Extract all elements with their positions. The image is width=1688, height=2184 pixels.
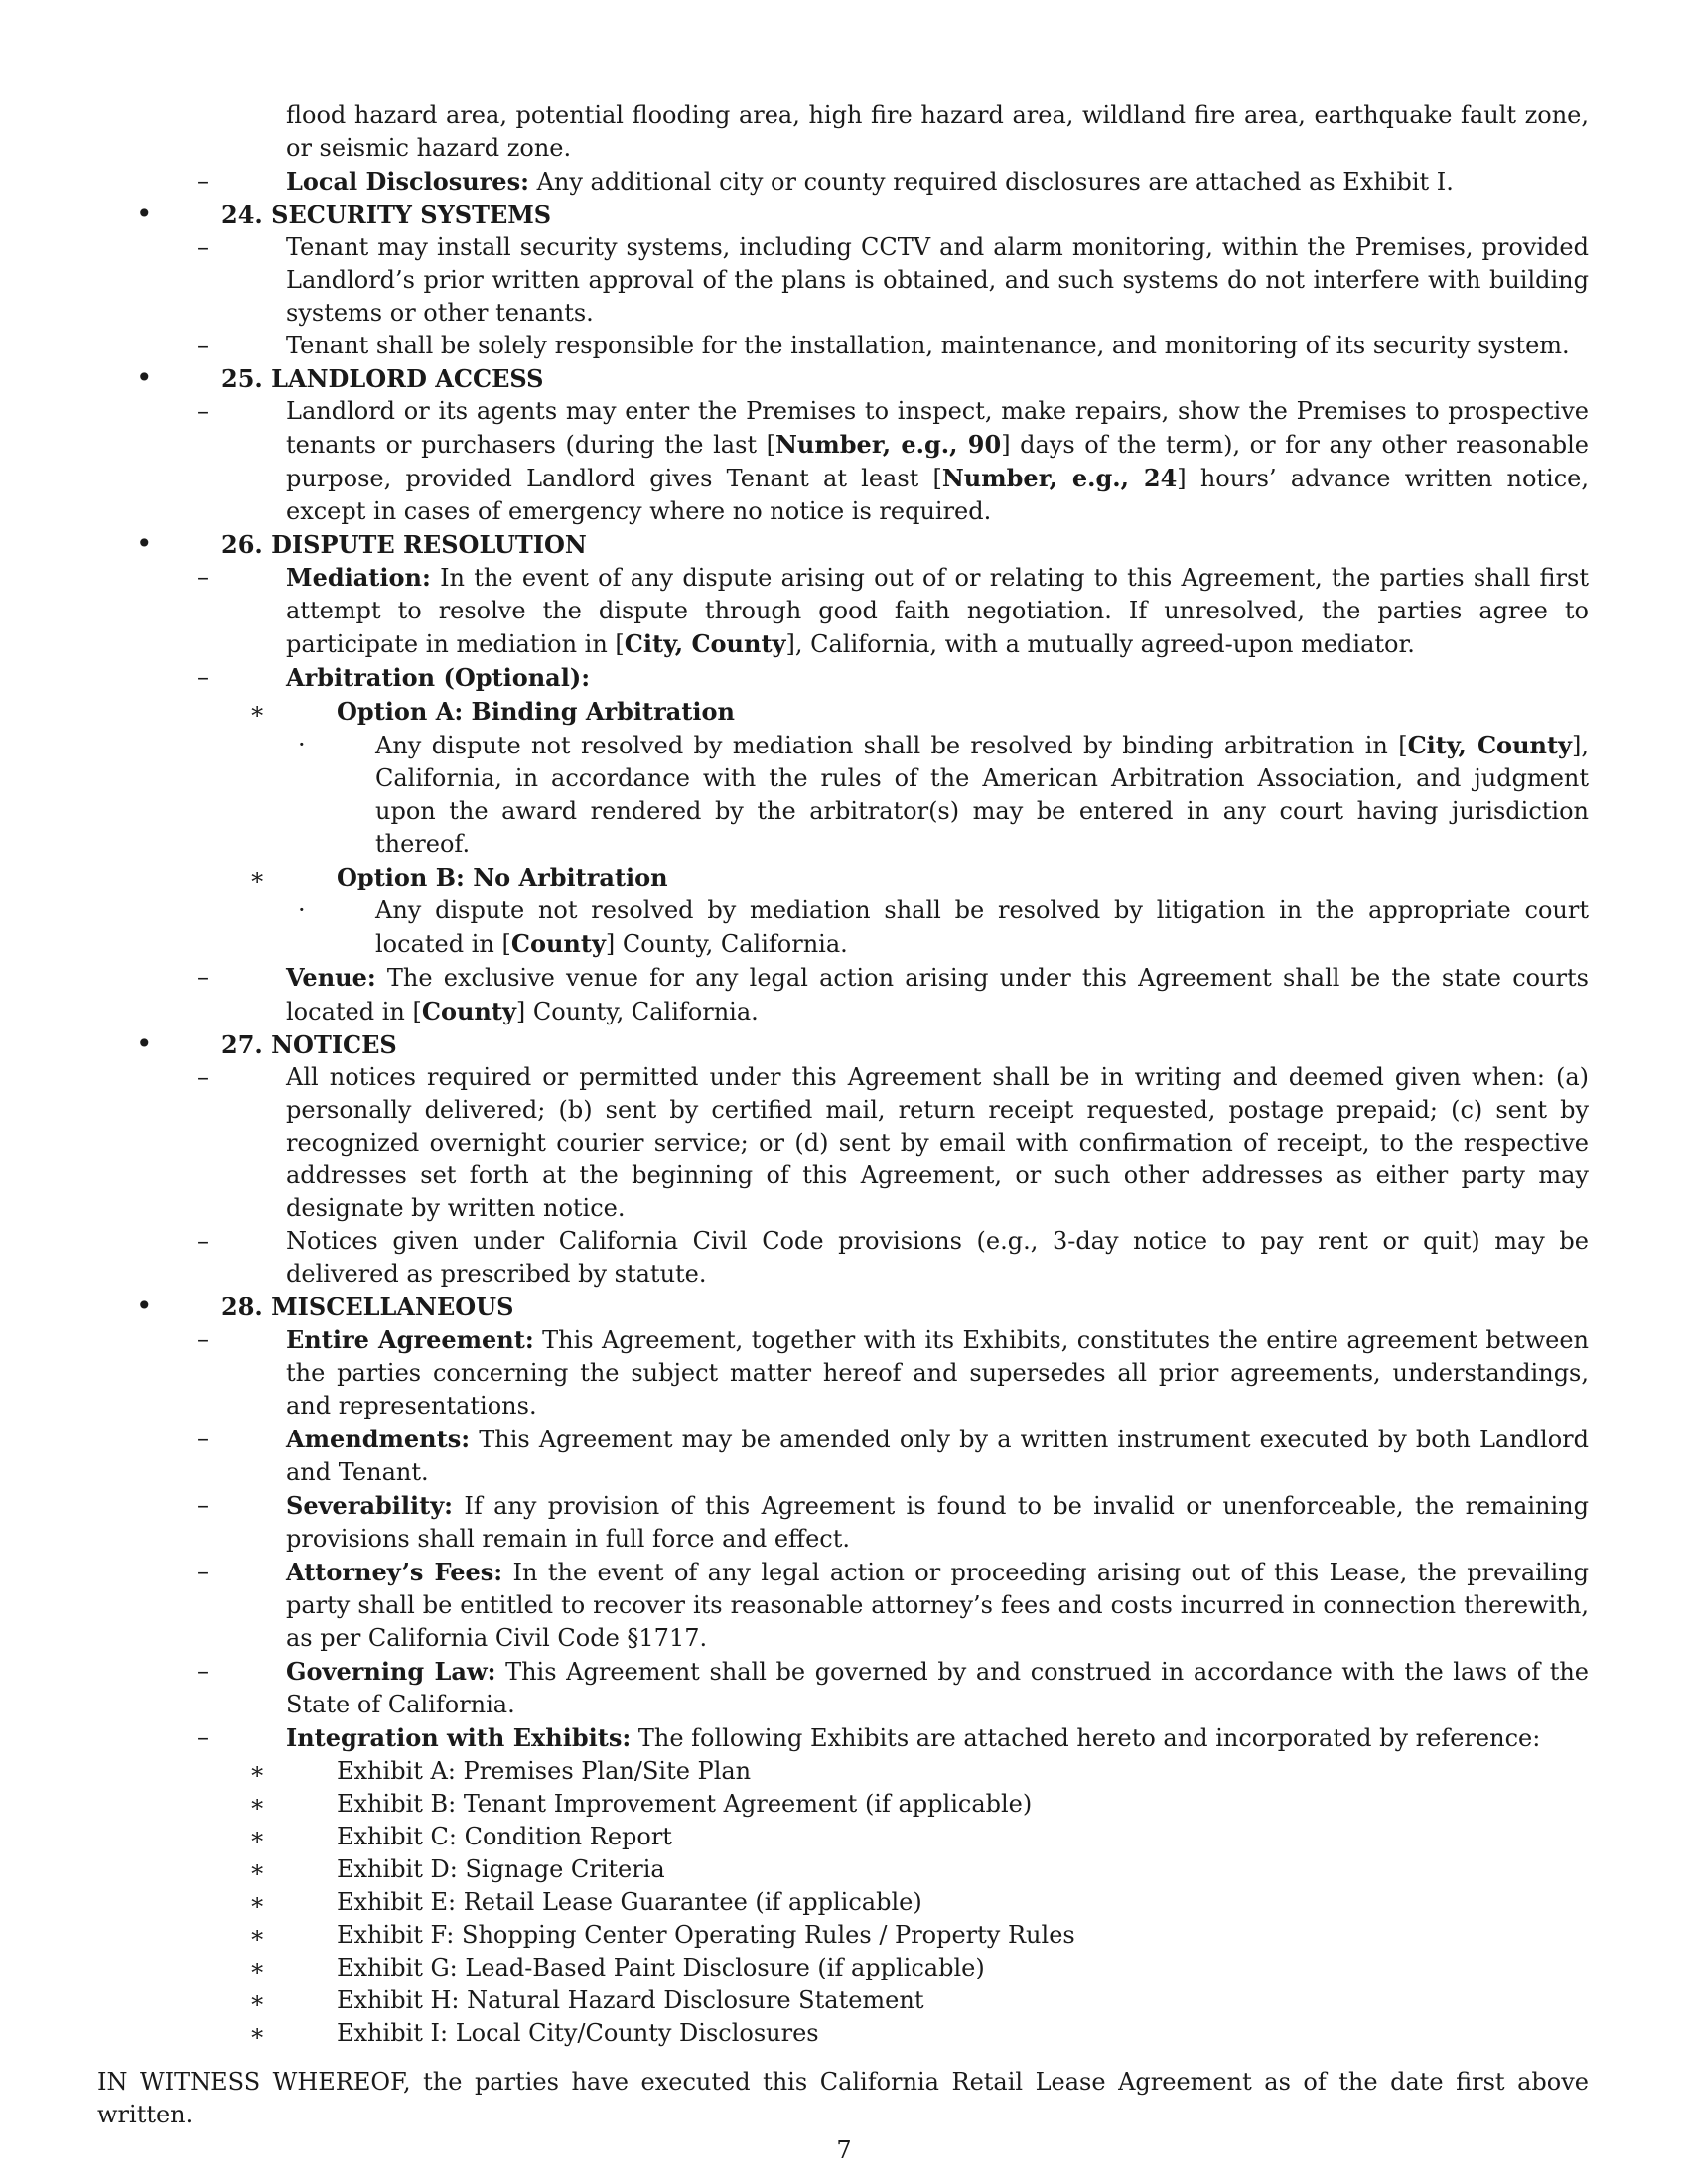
item-text: Any dispute not resolved by mediation shall be resolved by litigation in the appropriate court located in [County] County, California. <box>375 896 1589 958</box>
bullet-marker: ∗ <box>249 1855 266 1883</box>
bullet-marker: · <box>298 731 306 758</box>
bullet-marker: ∗ <box>249 1986 266 2014</box>
bullet-marker: • <box>136 527 153 560</box>
item-text: Exhibit F: Shopping Center Operating Rules / Property Rules <box>337 1921 1075 1949</box>
item-text: Integration with Exhibits: The following Exhibits are attached hereto and incorporated by reference: <box>286 1723 1541 1752</box>
item-text: Exhibit D: Signage Criteria <box>337 1855 665 1883</box>
bullet-marker: – <box>197 1063 209 1091</box>
item-text: Exhibit E: Retail Lease Guarantee (if applicable) <box>337 1888 922 1916</box>
list-item <box>97 1655 1589 1721</box>
item-text: Severability: If any provision of this Agreement is found to be invalid or unenforceable, the remaining provisions shall remain in full force and effect. <box>286 1491 1589 1553</box>
list-item <box>97 1821 1589 1853</box>
item-text: Attorney’s Fees: In the event of any legal action or proceeding arising out of this Lease, the prevailing party shall be entitled to recover its reasonable attorney’s fees and costs incurred in connection therewith, as per California Civil Code §1717. <box>286 1558 1589 1652</box>
item-text: flood hazard area, potential flooding area, high fire hazard area, wildland fire area, earthquake fault zone, or seismic hazard zone. <box>286 101 1589 162</box>
item-text: Landlord or its agents may enter the Premises to inspect, make repairs, show the Premises to prospective tenants or purchasers (during the last [Number, e.g., 90] days of the term), or for any other reasonable purpose, provided Landlord gives Tenant at least [Number, e.g., 24] hours’ advance written notice, except in cases of emergency where no notice is required. <box>286 397 1590 525</box>
bullet-marker: – <box>197 1227 209 1255</box>
section-heading <box>97 1291 1589 1323</box>
bullet-marker: – <box>197 397 209 425</box>
bullet-marker: ∗ <box>249 863 266 890</box>
item-text: Tenant shall be solely responsible for the installation, maintenance, and monitoring of its security system. <box>286 332 1570 359</box>
list-item <box>97 1984 1589 2017</box>
list-item <box>97 1061 1589 1225</box>
bullet-marker: – <box>197 1325 209 1353</box>
section-heading <box>97 1028 1589 1061</box>
bullet-marker: ∗ <box>249 1757 266 1785</box>
section-heading <box>97 199 1589 231</box>
bullet-marker: ∗ <box>249 1954 266 1981</box>
bullet-marker: – <box>197 1723 209 1751</box>
item-text: Mediation: In the event of any dispute arising out of or relating to this Agreement, the parties shall first attempt to resolve the dispute through good faith negotiation. If unresolved, the parties agree to participate in mediation in [City, County], California, with a mutually agreed-upon mediator. <box>286 563 1589 658</box>
bullet-marker: · <box>298 896 306 924</box>
item-text: Exhibit B: Tenant Improvement Agreement (if applicable) <box>337 1790 1033 1818</box>
list-item <box>97 729 1589 861</box>
list-item <box>97 861 1589 894</box>
document-body <box>97 99 1589 2131</box>
bullet-marker: – <box>197 167 209 195</box>
list-item <box>97 1853 1589 1886</box>
bullet-marker: • <box>136 1290 153 1322</box>
item-text: Exhibit C: Condition Report <box>337 1823 672 1850</box>
list-item <box>97 661 1589 695</box>
section-heading <box>97 362 1589 395</box>
item-text: Notices given under California Civil Code provisions (e.g., 3-day notice to pay rent or quit) may be delivered as prescribed by statute. <box>286 1227 1589 1288</box>
bullet-marker: – <box>197 963 209 991</box>
list-item <box>97 2017 1589 2050</box>
item-text: Arbitration (Optional): <box>286 663 591 692</box>
item-text: Governing Law: This Agreement shall be governed by and construed in accordance with the laws of the State of California. <box>286 1657 1590 1718</box>
item-text: 28. MISCELLANEOUS <box>221 1293 514 1321</box>
list-item <box>97 1886 1589 1919</box>
list-item <box>97 1788 1589 1821</box>
list-item <box>97 695 1589 729</box>
bullet-marker: – <box>197 1657 209 1685</box>
list-item <box>97 1489 1589 1556</box>
list-item <box>97 1952 1589 1984</box>
bullet-marker: – <box>197 332 209 359</box>
list-item <box>97 1423 1589 1489</box>
item-text: 26. DISPUTE RESOLUTION <box>221 530 587 559</box>
item-text: Entire Agreement: This Agreement, together with its Exhibits, constitutes the entire agreement between the parties concerning the subject matter hereof and supersedes all prior agreements, understandings, and representations. <box>286 1325 1590 1420</box>
bullet-marker: – <box>197 1425 209 1452</box>
bullet-marker: – <box>197 563 209 591</box>
bullet-marker: • <box>136 198 153 230</box>
item-text: Exhibit H: Natural Hazard Disclosure Statement <box>337 1986 924 2014</box>
item-text: Exhibit A: Premises Plan/Site Plan <box>337 1757 752 1785</box>
bullet-marker: • <box>136 361 153 394</box>
bullet-marker: • <box>136 1027 153 1060</box>
bullet-marker: ∗ <box>249 1790 266 1818</box>
list-item <box>97 165 1589 199</box>
list-item <box>97 1225 1589 1291</box>
list-item <box>97 1919 1589 1952</box>
list-item <box>97 330 1589 362</box>
list-item <box>97 561 1589 661</box>
bullet-marker: – <box>197 1558 209 1585</box>
item-text: Option A: Binding Arbitration <box>337 697 735 726</box>
list-item <box>97 894 1589 961</box>
list-item <box>97 961 1589 1028</box>
list-item <box>97 1755 1589 1788</box>
bullet-marker: ∗ <box>249 1921 266 1949</box>
item-text: Venue: The exclusive venue for any legal action arising under this Agreement shall be the state courts located in [County] County, California. <box>286 963 1589 1025</box>
item-text: Option B: No Arbitration <box>337 863 668 891</box>
page-number: 7 <box>836 2136 852 2164</box>
item-text: All notices required or permitted under this Agreement shall be in writing and deemed given when: (a) personally delivered; (b) sent by certified mail, return receipt requested, postage prepaid; (c) sent by recognized overnight courier service; or (d) sent by email with confirmation of receipt, to the respective addresses set forth at the beginning of this Agreement, or such other addresses as either party may designate by written notice. <box>286 1063 1589 1222</box>
list-item <box>97 231 1589 330</box>
bullet-marker: ∗ <box>249 1888 266 1916</box>
item-text: Tenant may install security systems, including CCTV and alarm monitoring, within the Premises, provided Landlord’s prior written approval of the plans is obtained, and such systems do not interfere with building systems or other tenants. <box>286 233 1589 327</box>
item-text: Amendments: This Agreement may be amended only by a written instrument executed by both Landlord and Tenant. <box>286 1425 1589 1486</box>
item-text: 27. NOTICES <box>221 1030 397 1059</box>
item-text: Local Disclosures: Any additional city or county required disclosures are attached as Exhibit I. <box>286 167 1454 196</box>
section-heading <box>97 528 1589 561</box>
bullet-marker: ∗ <box>249 697 266 725</box>
list-item <box>97 1721 1589 1755</box>
item-text: Exhibit I: Local City/County Disclosures <box>337 2019 819 2047</box>
bullet-marker: ∗ <box>249 1823 266 1850</box>
bullet-marker: – <box>197 663 209 691</box>
list-item <box>97 1323 1589 1423</box>
list-item <box>97 395 1589 528</box>
list-item <box>97 1556 1589 1655</box>
bullet-marker: – <box>197 1491 209 1519</box>
witness-paragraph: IN WITNESS WHEREOF, the parties have executed this California Retail Lease Agreement as of the date first above written. <box>97 2068 1589 2128</box>
item-text: 25. LANDLORD ACCESS <box>221 364 544 393</box>
item-text: Any dispute not resolved by mediation shall be resolved by binding arbitration in [City, County], California, in accordance with the rules of the American Arbitration Association, and judgment upon the award rendered by the arbitrator(s) may be entered in any court having jurisdiction thereof. <box>375 731 1589 858</box>
item-text: Exhibit G: Lead-Based Paint Disclosure (if applicable) <box>337 1954 985 1981</box>
bullet-marker: ∗ <box>249 2019 266 2047</box>
item-text: 24. SECURITY SYSTEMS <box>221 201 552 229</box>
list-item <box>97 99 1589 165</box>
bullet-marker: – <box>197 233 209 261</box>
